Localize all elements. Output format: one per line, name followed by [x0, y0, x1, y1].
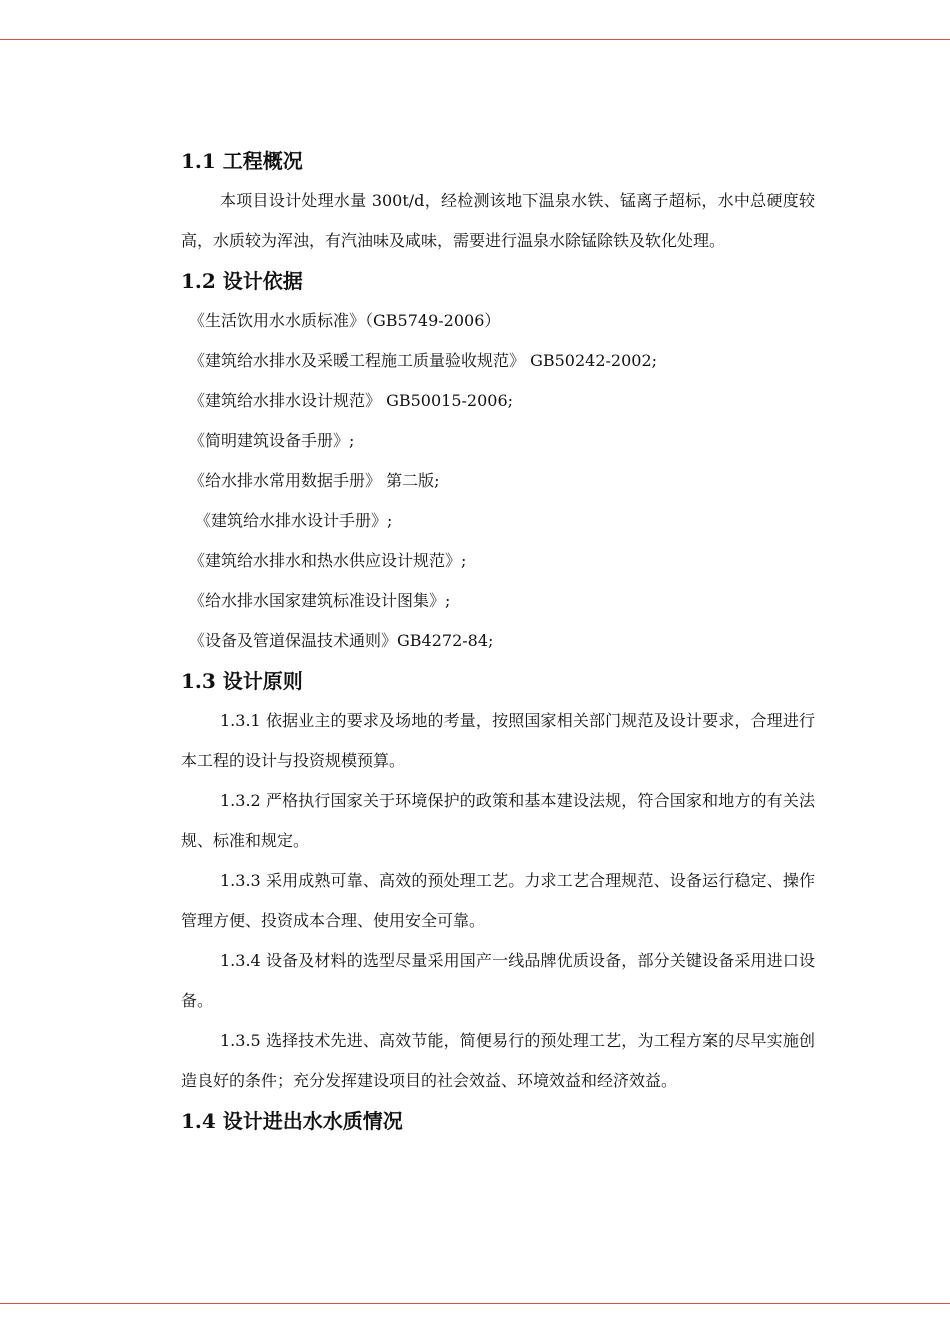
reference-item: 《设备及管道保温技术通则》GB4272-84; — [189, 631, 494, 650]
principle-item: 1.3.3 采用成熟可靠、高效的预处理工艺。力求工艺合理规范、设备运行稳定、操作管理方便、投资成本合理、使用安全可靠。 — [181, 871, 815, 930]
reference-item: 《建筑给水排水设计规范》 GB50015-2006; — [189, 391, 514, 410]
reference-item: 《简明建筑设备手册》; — [189, 431, 355, 450]
reference-item: 《建筑给水排水及采暖工程施工质量验收规范》 GB50242-2002; — [189, 351, 658, 370]
reference-item: 《给水排水国家建筑标准设计图集》; — [189, 591, 451, 610]
section-heading-1-4: 1.4 设计进出水水质情况 — [181, 1109, 403, 1133]
section-heading-1-2: 1.2 设计依据 — [181, 269, 303, 293]
project-overview-paragraph: 本项目设计处理水量 300t/d，经检测该地下温泉水铁、锰离子超标，水中总硬度较高，水质较为浑浊，有汽油味及咸味，需要进行温泉水除锰除铁及软化处理。 — [181, 191, 815, 250]
reference-item: 《生活饮用水水质标准》（GB5749-2006） — [189, 311, 501, 330]
reference-item: 《建筑给水排水和热水供应设计规范》; — [189, 551, 467, 570]
principle-item: 1.3.5 选择技术先进、高效节能，简便易行的预处理工艺，为工程方案的尽早实施创造良好的条件；充分发挥建设项目的社会效益、环境效益和经济效益。 — [181, 1031, 815, 1090]
section-heading-1-1: 1.1 工程概况 — [181, 149, 303, 173]
design-principles-list — [181, 701, 815, 1101]
reference-item: 《给水排水常用数据手册》 第二版; — [189, 471, 440, 490]
page-bottom-rule — [0, 1303, 950, 1304]
principle-item: 1.3.1 依据业主的要求及场地的考量，按照国家相关部门规范及设计要求，合理进行本工程的设计与投资规模预算。 — [181, 711, 815, 770]
principle-item: 1.3.2 严格执行国家关于环境保护的政策和基本建设法规，符合国家和地方的有关法规、标准和规定。 — [181, 791, 815, 850]
page-top-rule — [0, 39, 950, 40]
document-body — [181, 141, 815, 1141]
principle-item: 1.3.4 设备及材料的选型尽量采用国产一线品牌优质设备，部分关键设备采用进口设备。 — [181, 951, 815, 1010]
design-basis-list — [181, 301, 815, 661]
reference-item: 《建筑给水排水设计手册》; — [195, 511, 393, 530]
section-heading-1-3: 1.3 设计原则 — [181, 669, 303, 693]
